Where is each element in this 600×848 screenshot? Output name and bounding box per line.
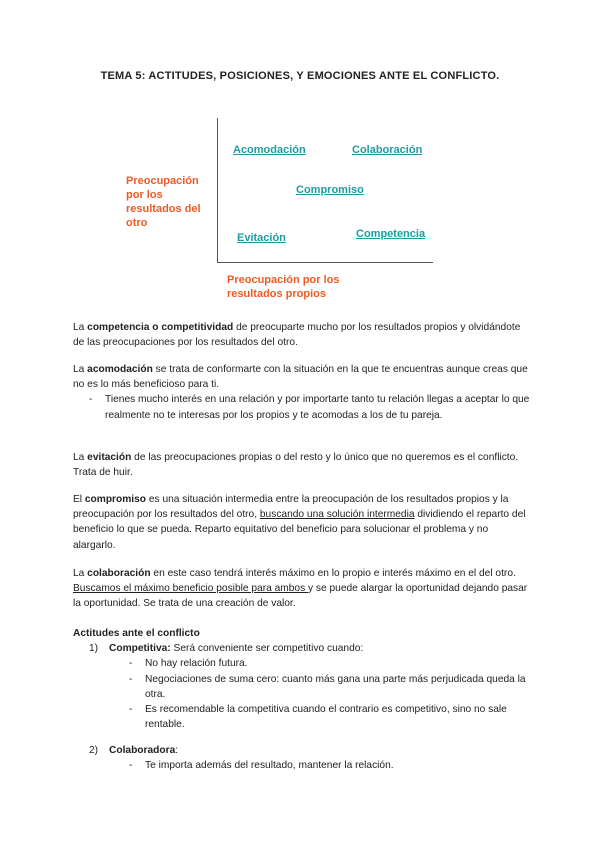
text: es una situación intermedia entre la preocupación de los resultados propios y la preocupación por los resultados del otro, xyxy=(73,494,509,521)
section-heading: Actitudes ante el conflicto xyxy=(73,628,200,639)
text: La xyxy=(73,322,88,333)
section-actitudes xyxy=(73,626,533,732)
bullet-mark: - xyxy=(89,394,93,406)
quadrant-competencia: Competencia xyxy=(356,228,426,240)
text: La xyxy=(73,364,88,375)
list-number: 2) xyxy=(89,745,99,756)
bullet-text: Tienes mucho interés en una relación y por importarte tanto tu relación llegas a aceptar lo que realmente no te interesas por los propios y te acomodas a los de tu pareja. xyxy=(105,394,530,421)
item-text: Será conveniente ser competitivo cuando: xyxy=(170,643,364,655)
bullet-mark: - xyxy=(129,673,133,685)
item-title: Competitiva: xyxy=(109,643,171,655)
item-title: Colaboradora xyxy=(109,745,176,756)
term-compromiso: compromiso xyxy=(84,494,147,505)
term-competencia: competencia o competitividad xyxy=(87,322,234,333)
list-item-colaboradora xyxy=(89,743,533,758)
bullet-mark: - xyxy=(129,760,133,772)
list-item xyxy=(129,702,535,732)
paragraph-acomodacion xyxy=(73,362,533,423)
bullet-text: Es recomendable la competitiva cuando el contrario es competitivo, sino no sale rentable. xyxy=(145,704,507,731)
quadrant-acomodacion: Acomodación xyxy=(233,144,306,156)
underlined-text: buscando una solución intermedia xyxy=(259,509,415,521)
text: de preocuparte mucho por los resultados propios y olvidándote de las preocupaciones por los resultados del otro. xyxy=(73,322,521,349)
conflict-styles-diagram xyxy=(0,0,600,320)
quadrant-colaboracion: Colaboración xyxy=(352,144,423,156)
paragraph-evitacion xyxy=(73,450,533,480)
bullet-text: No hay relación futura. xyxy=(145,658,248,670)
text: y se puede alargar la oportunidad dejando pasar la oportunidad. Se trata de una creación de valor. xyxy=(73,583,528,610)
bullet-mark: - xyxy=(129,704,133,716)
text: La xyxy=(73,568,88,579)
bullet-text: Te importa además del resultado, mantener la relación. xyxy=(145,760,394,772)
section-actitudes-2 xyxy=(73,743,533,773)
paragraph-compromiso xyxy=(73,492,533,553)
text: se trata de conformarte con la situación en la que te encuentras aunque creas que no es lo más beneficioso para ti. xyxy=(73,364,528,391)
quadrant-evitacion: Evitación xyxy=(237,232,286,244)
text: de las preocupaciones propias o del resto y lo único que no queremos es el conflicto. Trata de huir. xyxy=(73,452,519,479)
list-item xyxy=(129,758,535,773)
list-item xyxy=(129,672,535,702)
term-colaboracion: colaboración xyxy=(87,568,151,579)
term-evitacion: evitación xyxy=(87,452,132,463)
page-title: TEMA 5: ACTITUDES, POSICIONES, Y EMOCIONES ANTE EL CONFLICTO. xyxy=(100,70,500,82)
underlined-text: Buscamos el máximo beneficio posible para ambos xyxy=(73,583,308,595)
text: en este caso tendrá interés máximo en lo propio e interés máximo en el del otro. xyxy=(150,568,516,579)
x-axis-label-line1: Preocupación por los xyxy=(227,274,340,286)
item-text: : xyxy=(175,745,179,756)
x-axis-line xyxy=(217,262,433,263)
bullet-text: Negociaciones de suma cero: cuanto más gana una parte más perjudicada queda la otra. xyxy=(145,673,526,700)
paragraph-competencia xyxy=(73,320,533,350)
bullet-mark: - xyxy=(129,658,133,670)
list-item xyxy=(89,392,530,422)
x-axis-label-line2: resultados propios xyxy=(227,288,327,300)
term-acomodacion: acomodación xyxy=(87,364,153,375)
quadrant-compromiso: Compromiso xyxy=(296,184,364,196)
list-number: 1) xyxy=(89,643,99,655)
list-item xyxy=(129,656,535,671)
list-item-competitiva xyxy=(89,641,533,656)
text: dividiendo el reparto del beneficio lo que se pueda. Reparto equitativo del beneficio para solucionar el problema y no alargarlo. xyxy=(73,509,526,551)
y-axis-line xyxy=(217,118,218,263)
text: La xyxy=(73,452,88,463)
y-axis-label: Preocupación por los resultados del otro xyxy=(126,175,201,229)
text: El xyxy=(73,494,85,505)
paragraph-colaboracion xyxy=(73,566,533,612)
x-axis-label xyxy=(227,273,387,301)
